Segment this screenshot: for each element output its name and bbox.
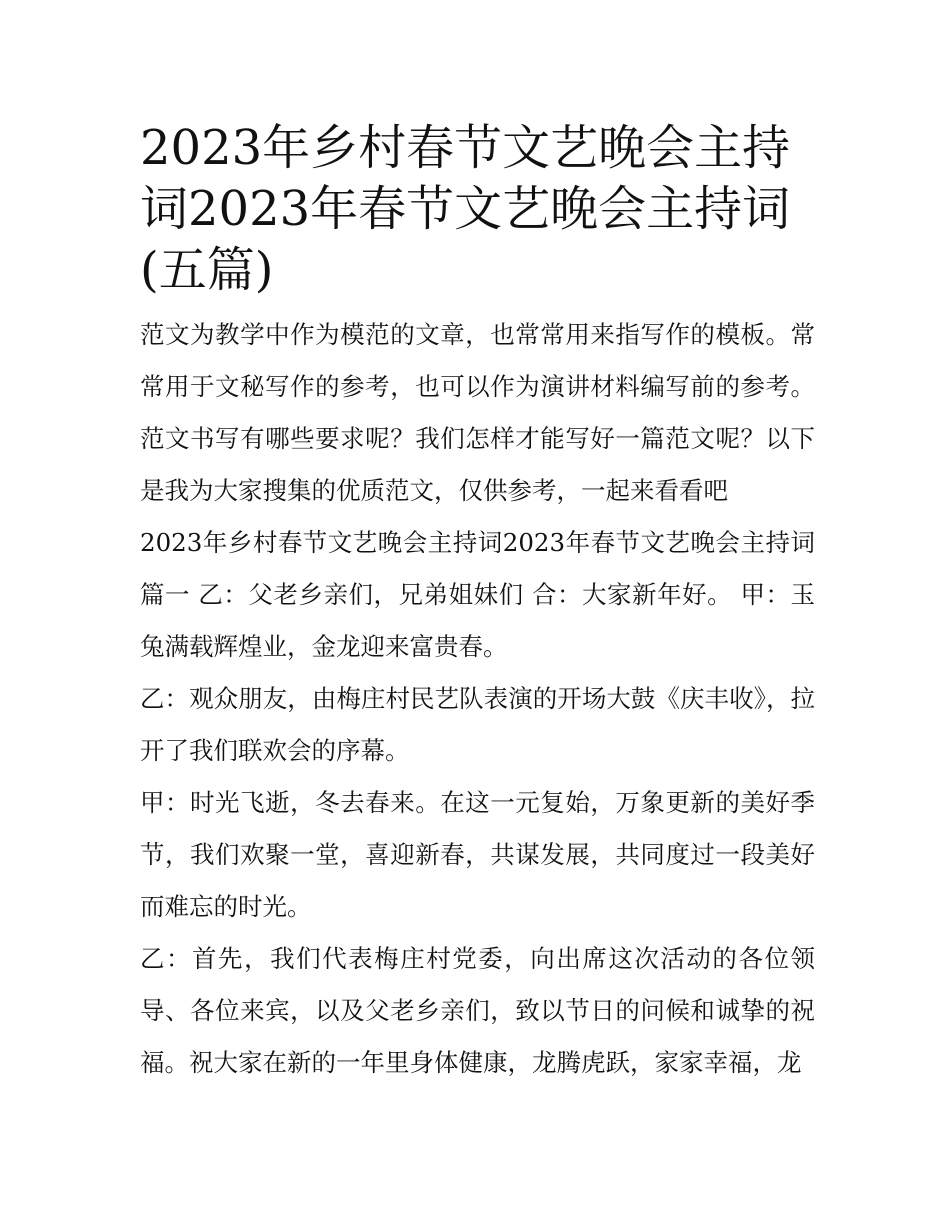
paragraph-3: 甲：时光飞逝，冬去春来。在这一元复始，万象更新的美好季节，我们欢聚一堂，喜迎新春，共谋发展，共同度过一段美好而难忘的时光。 bbox=[140, 788, 815, 921]
paragraph-4: 乙：首先，我们代表梅庄村党委，向出席这次活动的各位领导、各位来宾，以及父老乡亲们，致以节日的问候和诚挚的祝福。祝大家在新的一年里身体健康，龙腾虎跃，家家幸福，龙 bbox=[140, 944, 815, 1077]
document-page bbox=[140, 118, 815, 1089]
paragraph-2: 乙：观众朋友，由梅庄村民艺队表演的开场大鼓《庆丰收》，拉开了我们联欢会的序幕。 bbox=[140, 684, 815, 765]
document-title: 2023年乡村春节文艺晚会主持词2023年春节文艺晚会主持词(五篇) bbox=[140, 120, 791, 298]
paragraph-intro: 范文为教学中作为模范的文章，也常常用来指写作的模板。常常用于文秘写作的参考，也可以作为演讲材料编写前的参考。范文书写有哪些要求呢？我们怎样才能写好一篇范文呢？以下是我为大家搜集的优质范文，仅供参考，一起来看看吧 bbox=[140, 320, 815, 505]
paragraph-1: 2023年乡村春节文艺晚会主持词2023年春节文艺晚会主持词篇一 乙：父老乡亲们，兄弟姐妹们 合：大家新年好。 甲：玉兔满载辉煌业，金龙迎来富贵春。 bbox=[140, 528, 815, 661]
